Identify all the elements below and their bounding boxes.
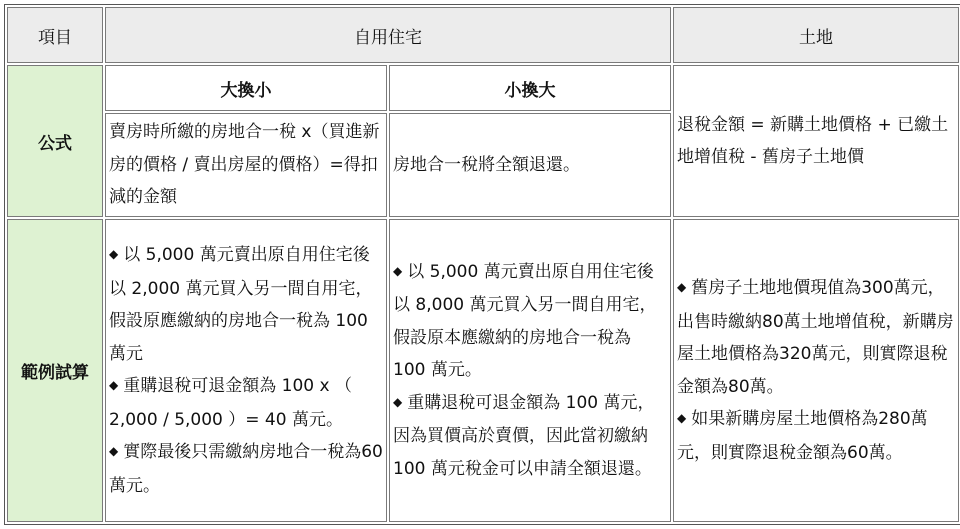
row-label-example: 範例試算	[7, 219, 103, 522]
example-bullet-text: 重購退稅可退金額為 100 萬元，因為買價高於賣價，因此當初繳納100 萬元稅金可以申請全額退還。	[393, 392, 655, 479]
formula-small-to-big-text: 房地合一稅將全額退還。	[393, 154, 580, 175]
diamond-bullet-icon: ◆	[393, 394, 403, 409]
diamond-bullet-icon: ◆	[393, 263, 403, 278]
header-residence: 自用住宅	[105, 7, 671, 63]
diamond-bullet-icon: ◆	[677, 280, 687, 294]
example-bullet-item	[677, 272, 955, 403]
example-bullet-text: 重購退稅可退金額為 100 x （ 2,000 / 5,000 ）= 40 萬元。	[109, 376, 352, 430]
example-bullet-text: 實際最後只需繳納房地合一稅為60 萬元。	[109, 442, 383, 496]
example-bullet-item	[393, 387, 667, 486]
example-bullet-text: 以 5,000 萬元賣出原自用住宅後以 2,000 萬元買入另一間自用宅，假設原應繳納的房地合一稅為 100 萬元	[109, 245, 373, 364]
formula-land-text: 退稅金額 = 新購土地價格 + 已繳土地增值稅 - 舊房子土地價	[677, 114, 949, 167]
diamond-bullet-icon: ◆	[109, 444, 119, 458]
example-bullet-item	[109, 436, 383, 502]
formula-big-to-small-text: 賣房時所繳的房地合一稅 x（買進新房的價格 / 賣出房屋的價格）=得扣減的金額	[109, 122, 380, 208]
formula-big-to-small	[105, 113, 387, 217]
subheader-small-to-big: 小換大	[389, 65, 671, 111]
example-big-to-small	[105, 219, 387, 522]
example-bullet-text: 如果新購房屋土地價格為280萬元，則實際退稅金額為60萬。	[677, 409, 928, 463]
formula-land	[673, 65, 959, 217]
example-bullet-text: 舊房子土地地價現值為300萬元，出售時繳納80萬土地增值稅，新購房屋土地價格為320萬元，則實際退稅金額為80萬。	[677, 278, 954, 397]
subheader-big-to-small: 大換小	[105, 65, 387, 111]
row-label-formula: 公式	[7, 65, 103, 217]
example-bullet-text: 以 5,000 萬元賣出原自用住宅後以 8,000 萬元買入另一間自用宅，假設原本應繳納的房地合一稅為 100 萬元。	[393, 261, 657, 381]
diamond-bullet-icon: ◆	[677, 411, 687, 425]
example-bullet-item	[109, 370, 383, 436]
diamond-bullet-icon: ◆	[109, 378, 119, 392]
example-bullet-item	[677, 403, 955, 469]
diamond-bullet-icon: ◆	[109, 247, 119, 261]
header-item: 項目	[7, 7, 103, 63]
example-bullet-item	[393, 256, 667, 387]
example-bullet-item	[109, 239, 383, 370]
example-land	[673, 219, 959, 522]
formula-small-to-big	[389, 113, 671, 217]
header-land: 土地	[673, 7, 959, 63]
example-small-to-big	[389, 219, 671, 522]
tax-refund-table	[4, 4, 960, 525]
